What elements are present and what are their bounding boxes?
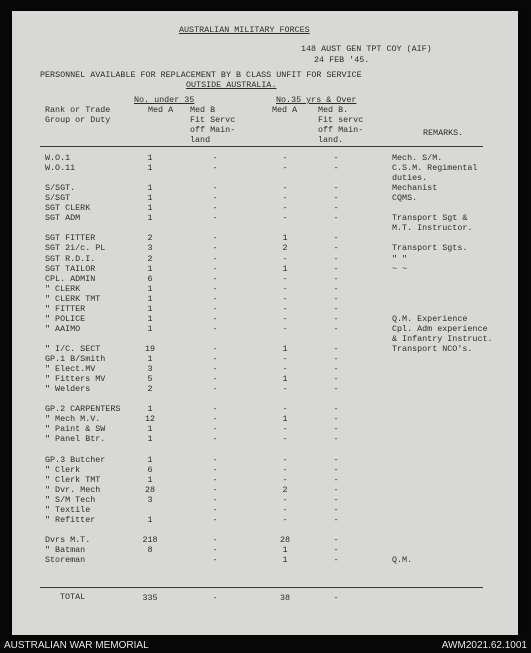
med-a-cell: 2 [147,233,153,243]
rank-cell: " Textile [45,505,91,515]
med-a-over-cell: - [282,364,288,374]
med-b-cell: - [212,485,218,495]
med-b-over-cell: - [333,485,339,495]
rank-cell: " Elect.MV [45,364,96,374]
med-a-cell: 1 [147,183,153,193]
med-a-cell: 8 [147,545,153,555]
med-a-cell: 1 [147,284,153,294]
med-a-cell: 6 [147,465,153,475]
rank-cell: " AAIMO [45,324,81,334]
med-a-cell: 1 [147,264,153,274]
med-a-cell: 2 [147,254,153,264]
med-b-over-cell: - [333,414,339,424]
col-med-b-2: Fit Servc [190,115,236,125]
med-b-over-cell: - [333,555,339,565]
med-a-over-cell: - [282,254,288,264]
med-b-cell: - [212,254,218,264]
med-a-over-cell: - [282,183,288,193]
med-a-over-cell: - [282,193,288,203]
med-b-over-cell: - [333,183,339,193]
remark-cell: duties. [392,173,428,183]
rank-cell: " Batman [45,545,86,555]
med-b-over-cell: - [333,545,339,555]
rank-cell: SGT FITTER [45,233,96,243]
rank-cell: " Mech M.V. [45,414,101,424]
med-a-over-cell: 2 [282,485,288,495]
med-b-cell: - [212,505,218,515]
med-a-cell: 2 [147,384,153,394]
med-a-over-cell: 1 [282,264,288,274]
med-a-over-cell: 1 [282,374,288,384]
rank-cell: " CLERK [45,284,81,294]
rank-cell: SGT 2i/c. PL [45,243,106,253]
med-a-over-cell: 1 [282,555,288,565]
rank-cell: S/SGT. [45,183,76,193]
rank-cell: " Dvr. Mech [45,485,101,495]
col-med-b-1: Med B [190,105,216,115]
med-b-cell: - [212,475,218,485]
col-med-b-over-4: land. [318,135,344,145]
total-med-a-over: 38 [279,593,291,603]
med-b-over-cell: - [333,535,339,545]
med-b-cell: - [212,243,218,253]
med-a-over-cell: 1 [282,414,288,424]
med-b-cell: - [212,213,218,223]
med-a-cell: 1 [147,213,153,223]
group-35-over: No.35 yrs & Over [276,95,357,105]
med-a-cell: 5 [147,374,153,384]
med-a-cell: 1 [147,354,153,364]
med-a-cell: 28 [144,485,156,495]
med-b-cell: - [212,364,218,374]
med-b-over-cell: - [333,515,339,525]
med-a-cell: 1 [147,203,153,213]
total-rule [40,587,483,588]
footer-bar [0,637,531,653]
med-b-over-cell: - [333,505,339,515]
med-a-cell: 1 [147,153,153,163]
med-a-over-cell: - [282,274,288,284]
med-a-over-cell: - [282,384,288,394]
col-med-b-4: land [190,135,211,145]
rank-cell: " I/C. SECT [45,344,101,354]
med-b-over-cell: - [333,163,339,173]
med-a-over-cell: - [282,314,288,324]
rank-cell: " POLICE [45,314,86,324]
footer-source: AUSTRALIAN WAR MEMORIAL [4,640,149,651]
med-b-cell: - [212,284,218,294]
med-a-over-cell: 28 [279,535,291,545]
rank-cell: SGT CLERK [45,203,91,213]
med-b-over-cell: - [333,495,339,505]
med-b-over-cell: - [333,274,339,284]
med-a-over-cell: - [282,505,288,515]
rank-cell: " Refitter [45,515,96,525]
med-a-over-cell: - [282,465,288,475]
document-date: 24 FEB '45. [314,55,370,65]
med-a-cell: 1 [147,324,153,334]
med-a-over-cell: - [282,455,288,465]
med-a-over-cell: - [282,515,288,525]
med-b-over-cell: - [333,475,339,485]
med-b-cell: - [212,354,218,364]
med-b-over-cell: - [333,243,339,253]
rank-cell: " S/M Tech [45,495,96,505]
document-title: AUSTRALIAN MILITARY FORCES [179,25,310,35]
rank-cell: W.O.1 [45,153,71,163]
med-b-over-cell: - [333,455,339,465]
med-b-over-cell: - [333,304,339,314]
med-b-cell: - [212,404,218,414]
remark-cell: Cpl. Adm experience [392,324,488,334]
med-b-over-cell: - [333,213,339,223]
remark-cell: Q.M. Experience [392,314,468,324]
med-a-cell: 1 [147,404,153,414]
med-b-over-cell: - [333,284,339,294]
med-b-cell: - [212,374,218,384]
med-b-cell: - [212,495,218,505]
footer-accession: AWM2021.62.1001 [441,640,527,651]
rank-cell: SGT R.D.I. [45,254,96,264]
remark-cell: Q.M. [392,555,413,565]
med-b-over-cell: - [333,233,339,243]
med-b-over-cell: - [333,364,339,374]
med-b-cell: - [212,193,218,203]
rank-cell: Dvrs M.T. [45,535,91,545]
col-med-b-over-1: Med B. [318,105,349,115]
med-a-cell: 19 [144,344,156,354]
med-a-cell: 6 [147,274,153,284]
med-b-cell: - [212,414,218,424]
med-a-cell: 1 [147,475,153,485]
med-b-cell: - [212,545,218,555]
med-b-cell: - [212,203,218,213]
med-b-over-cell: - [333,354,339,364]
col-med-a-over: Med A [272,105,298,115]
med-a-over-cell: - [282,284,288,294]
med-b-cell: - [212,233,218,243]
med-b-cell: - [212,314,218,324]
med-b-over-cell: - [333,404,339,414]
med-a-cell: 3 [147,495,153,505]
med-a-over-cell: - [282,354,288,364]
med-b-over-cell: - [333,193,339,203]
med-a-over-cell: - [282,475,288,485]
med-a-over-cell: - [282,213,288,223]
med-b-cell: - [212,264,218,274]
med-b-cell: - [212,183,218,193]
med-b-over-cell: - [333,264,339,274]
col-rank-line-1: Rank or Trade [45,105,111,115]
group-under-35: No. under 35 [134,95,195,105]
total-med-b-over: - [333,593,339,603]
med-a-cell: 1 [147,515,153,525]
remark-cell: Mech. S/M. [392,153,443,163]
med-a-over-cell: - [282,404,288,414]
col-med-b-3: off Main- [190,125,236,135]
rank-cell: " Welders [45,384,91,394]
total-med-a: 335 [142,593,158,603]
med-a-cell: 1 [147,294,153,304]
med-b-cell: - [212,304,218,314]
rank-cell: SGT TAILOR [45,264,96,274]
med-a-cell: 1 [147,314,153,324]
med-b-cell: - [212,515,218,525]
rank-cell: " FITTER [45,304,86,314]
med-a-cell: 1 [147,455,153,465]
total-label: TOTAL [60,592,86,602]
med-b-cell: - [212,455,218,465]
rank-cell: " Fitters MV [45,374,106,384]
med-b-cell: - [212,294,218,304]
med-b-over-cell: - [333,203,339,213]
remark-cell: CQMS. [392,193,418,203]
med-a-over-cell: - [282,324,288,334]
med-b-over-cell: - [333,374,339,384]
col-remarks: REMARKS. [423,128,464,138]
med-a-over-cell: 1 [282,545,288,555]
rank-cell: S/SGT [45,193,71,203]
rank-cell: " Paint & SW [45,424,106,434]
rank-cell: W.O.11 [45,163,76,173]
med-a-over-cell: - [282,434,288,444]
rank-cell: " Panel Btr. [45,434,106,444]
remark-cell: Transport Sgts. [392,243,468,253]
med-a-cell: 1 [147,193,153,203]
rank-cell: " CLERK TMT [45,294,101,304]
header-rule [40,146,483,147]
med-b-cell: - [212,424,218,434]
col-rank-line-2: Group or Duty [45,115,111,125]
med-b-over-cell: - [333,465,339,475]
remark-cell: ~ ~ [392,264,408,274]
rank-cell: GP.2 CARPENTERS [45,404,121,414]
med-b-over-cell: - [333,314,339,324]
med-b-over-cell: - [333,153,339,163]
med-b-over-cell: - [333,324,339,334]
rank-cell: SGT ADM [45,213,81,223]
med-a-over-cell: 1 [282,344,288,354]
med-b-cell: - [212,535,218,545]
rank-cell: " Clerk [45,465,81,475]
med-b-cell: - [212,324,218,334]
remark-cell: " " [392,254,408,264]
med-b-over-cell: - [333,294,339,304]
med-b-cell: - [212,153,218,163]
med-a-over-cell: - [282,163,288,173]
med-b-over-cell: - [333,344,339,354]
rank-cell: GP.3 Butcher [45,455,106,465]
med-a-cell: 1 [147,304,153,314]
med-a-cell: 3 [147,243,153,253]
med-a-cell: 3 [147,364,153,374]
med-a-over-cell: 1 [282,233,288,243]
col-med-a: Med A [148,105,174,115]
med-b-cell: - [212,344,218,354]
unit-name: 148 AUST GEN TPT COY (AIF) [301,44,432,54]
remark-cell: Transport NCO's. [392,344,473,354]
med-a-cell: 1 [147,163,153,173]
med-b-over-cell: - [333,434,339,444]
med-b-cell: - [212,434,218,444]
remark-cell: M.T. Instructor. [392,223,473,233]
heading-line-1: PERSONNEL AVAILABLE FOR REPLACEMENT BY B CLASS UNFIT FOR SERVICE [40,70,362,80]
rank-cell: GP.1 B/Smith [45,354,106,364]
med-a-cell: 1 [147,434,153,444]
med-a-over-cell: - [282,495,288,505]
med-b-over-cell: - [333,384,339,394]
med-a-cell: 1 [147,424,153,434]
med-a-over-cell: - [282,294,288,304]
med-a-over-cell: - [282,304,288,314]
col-med-b-over-3: off Main- [318,125,364,135]
remark-cell: Mechanist [392,183,438,193]
med-b-over-cell: - [333,424,339,434]
remark-cell: C.S.M. Regimental [392,163,478,173]
med-a-cell: 218 [142,535,158,545]
rank-cell: CPL. ADMIN [45,274,96,284]
remark-cell: Transport Sgt & [392,213,468,223]
med-a-cell: 12 [144,414,156,424]
med-a-over-cell: 2 [282,243,288,253]
remark-cell: & Infantry Instruct. [392,334,493,344]
total-med-b: - [212,593,218,603]
med-b-cell: - [212,465,218,475]
rank-cell: " Clerk TMT [45,475,101,485]
med-b-over-cell: - [333,254,339,264]
med-a-over-cell: - [282,203,288,213]
med-a-over-cell: - [282,153,288,163]
med-b-cell: - [212,555,218,565]
med-a-over-cell: - [282,424,288,434]
med-b-cell: - [212,163,218,173]
med-b-cell: - [212,274,218,284]
heading-line-2: OUTSIDE AUSTRALIA. [186,80,277,90]
rank-cell: Storeman [45,555,86,565]
col-med-b-over-2: Fit servc [318,115,364,125]
med-b-cell: - [212,384,218,394]
